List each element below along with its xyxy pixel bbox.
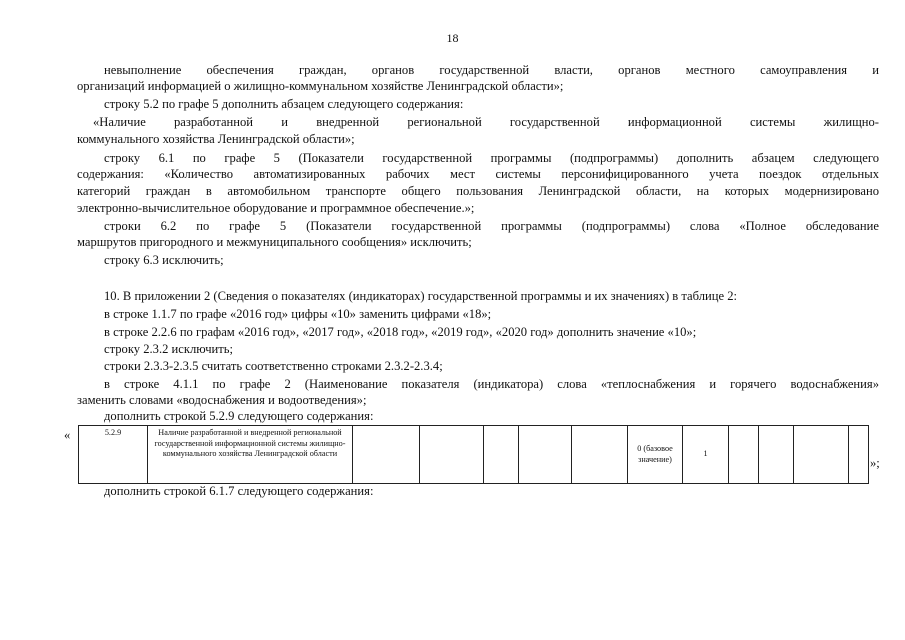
empty-cell: [572, 426, 628, 484]
value-cell: 1: [683, 426, 729, 484]
empty-cell: [729, 426, 759, 484]
row-number-cell: 5.2.9: [79, 426, 148, 484]
text-line: невыполнение обеспечения граждан, органов государственной власти, органов местного самоуправления и: [104, 63, 879, 77]
text-line: строки 6.2 по графе 5 (Показатели государственной программы (подпрограммы) слова «Полное обследование: [104, 219, 879, 233]
text-line: строку 6.3 исключить;: [104, 253, 224, 267]
open-quote: «: [64, 428, 71, 442]
empty-cell: [420, 426, 484, 484]
base-value-cell: 0 (базовое значение): [628, 426, 683, 484]
text-line: в строке 4.1.1 по графе 2 (Наименование показателя (индикатора) слова «теплоснабжения и горячего водоснабжения»: [104, 377, 879, 391]
close-quote: »;: [870, 456, 880, 470]
text-line: 10. В приложении 2 (Сведения о показателях (индикаторах) государственной программы и их значениях) в таблице 2:: [104, 289, 738, 303]
empty-cell: [353, 426, 420, 484]
empty-cell: [759, 426, 794, 484]
page-number: 18: [446, 31, 459, 45]
text-line: в строке 2.2.6 по графам «2016 год», «2017 год», «2018 год», «2019 год», «2020 год» дополнить значение «10»;: [104, 325, 697, 339]
indicator-name-cell: Наличие разработанной и внедренной региональной государственной информационной системы жилищно-коммунального хозяйства Ленинградской области: [148, 426, 353, 484]
text-line: строку 6.1 по графе 5 (Показатели государственной программы (подпрограммы) дополнить абзацем следующего: [104, 151, 879, 165]
text-line: организаций информацией о жилищно-коммунальном хозяйстве Ленинградской области»;: [77, 79, 564, 93]
text-line: дополнить строкой 5.2.9 следующего содержания:: [104, 409, 374, 423]
table-row: [79, 426, 869, 484]
empty-cell: [849, 426, 869, 484]
text-line: «Наличие разработанной и внедренной региональной государственной информационной системы жилищно-: [93, 115, 879, 129]
empty-cell: [484, 426, 519, 484]
text-line: заменить словами «водоснабжения и водоотведения»;: [77, 393, 367, 407]
text-line: в строке 1.1.7 по графе «2016 год» цифры «10» заменить цифрами «18»;: [104, 307, 492, 321]
text-line: электронно-вычислительное оборудование и программное обеспечение.»;: [77, 201, 475, 215]
text-line: строку 5.2 по графе 5 дополнить абзацем следующего содержания:: [104, 97, 464, 111]
text-line: категорий граждан в автомобильном транспорте общего пользования Ленинградской области, на которых модернизировано: [77, 184, 879, 198]
empty-cell: [519, 426, 572, 484]
text-line: строки 2.3.3-2.3.5 считать соответственно строками 2.3.2-2.3.4;: [104, 359, 443, 373]
text-line: содержания: «Количество автоматизированных рабочих мест системы персонифицированного учета поездок отдельных: [77, 167, 879, 181]
text-line: маршрутов пригородного и межмуниципального сообщения» исключить;: [77, 235, 472, 249]
text-line: коммунального хозяйства Ленинградской области»;: [77, 132, 355, 146]
empty-cell: [794, 426, 849, 484]
inserted-table: [78, 425, 869, 484]
text-line: строку 2.3.2 исключить;: [104, 342, 234, 356]
text-line: дополнить строкой 6.1.7 следующего содержания:: [104, 484, 374, 498]
